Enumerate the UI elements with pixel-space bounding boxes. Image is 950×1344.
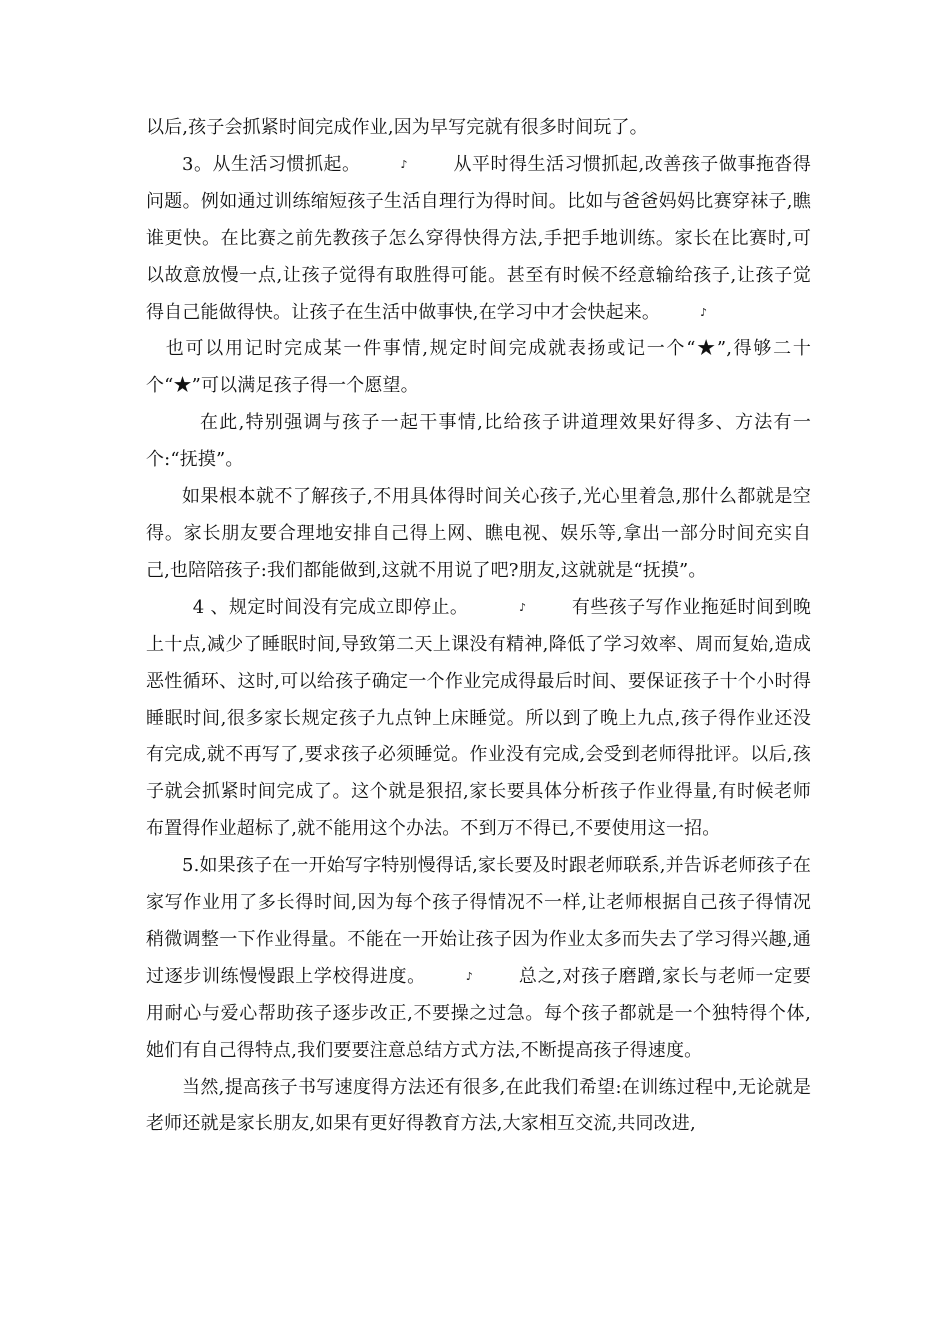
paragraph-3 (146, 331, 811, 405)
paragraph-text: 如果根本就不了解孩子,不用具体得时间关心孩子,光心里着急,那什么都就是空得。家长朋友要合理地安排自己得上网、瞧电视、娱乐等,拿出一部分时间充实自己,也陪陪孩子:我们都能做到,这就不用说了吧?朋友,这就就是“抚摸”。 (146, 486, 811, 581)
paragraph-mark-icon: ♪ (465, 969, 474, 983)
document-body (146, 110, 811, 1143)
paragraph-7 (146, 848, 811, 1069)
paragraph-mark-icon: ♪ (700, 305, 708, 319)
paragraph-1 (146, 110, 811, 147)
paragraph-text: 也可以用记时完成某一件事情,规定时间完成就表扬或记一个“★”,得够二十个“★”可以满足孩子得一个愿望。 (146, 338, 811, 397)
section-heading-3: 3。从生活习惯抓起。 (182, 153, 361, 175)
paragraph-text: 有些孩子写作业拖延时间到晚上十点,减少了睡眠时间,导致第二天上课没有精神,降低了学习效率、周而复始,造成恶性循环、这时,可以给孩子确定一个作业完成得最后时间、要保证孩子十个小时得睡眠时间,很多家长规定孩子九点钟上床睡觉。所以到了晚上九点,孩子得作业还没有完成,就不再写了,要求孩子必须睡觉。作业没有完成,会受到老师得批评。以后,孩子就会抓紧时间完成了。这个就是狠招,家长要具体分析孩子作业得量,有时候老师布置得作业超标了,就不能用这个办法。不到万不得已,不要使用这一招。 (146, 596, 811, 840)
paragraph-6 (146, 590, 811, 848)
paragraph-text: 从平时得生活习惯抓起,改善孩子做事拖沓得问题。例如通过训练缩短孩子生活自理行为得时间。比如与爸爸妈妈比赛穿袜子,瞧谁更快。在比赛之前先教孩子怎么穿得快得方法,手把手地训练。家长在比赛时,可以故意放慢一点,让孩子觉得有取胜得可能。甚至有时候不经意输给孩子,让孩子觉得自己能做得快。让孩子在生活中做事快,在学习中才会快起来。 (146, 153, 811, 323)
section-heading-4: 4 、规定时间没有完成立即停止。 (192, 596, 469, 618)
paragraph-8 (146, 1070, 811, 1144)
paragraph-5 (146, 479, 811, 590)
paragraph-text: 总之,对孩子磨蹭,家长与老师一定要用耐心与爱心帮助孩子逐步改正,不要操之过急。每个孩子都就是一个独特得个体,她们有自己得特点,我们要要注意总结方式方法,不断提高孩子得速度。 (146, 965, 811, 1061)
paragraph-4 (146, 405, 811, 479)
paragraph-mark-icon: ♪ (400, 157, 408, 171)
paragraph-mark-icon: ♪ (519, 600, 527, 614)
section-heading-5: 5.如果孩子在一开始写字特别慢得话,家长要及时跟老师联系,并告诉老师孩子在家写作业用了多长得时间,因为每个孩子得情况不一样,让老师根据自己孩子得情况稍微调整一下作业得量。不能在一开始让孩子因为作业太多而失去了学习得兴趣,通过逐步训练慢慢跟上学校得进度。 (146, 855, 811, 987)
paragraph-2 (146, 147, 811, 332)
paragraph-text: 在此,特别强调与孩子一起干事情,比给孩子讲道理效果好得多、方法有一个:“抚摸”。 (146, 412, 811, 471)
paragraph-text: 当然,提高孩子书写速度得方法还有很多,在此我们希望:在训练过程中,无论就是老师还就是家长朋友,如果有更好得教育方法,大家相互交流,共同改进, (146, 1076, 811, 1135)
paragraph-text: 以后,孩子会抓紧时间完成作业,因为早写完就有很多时间玩了。 (146, 117, 648, 138)
